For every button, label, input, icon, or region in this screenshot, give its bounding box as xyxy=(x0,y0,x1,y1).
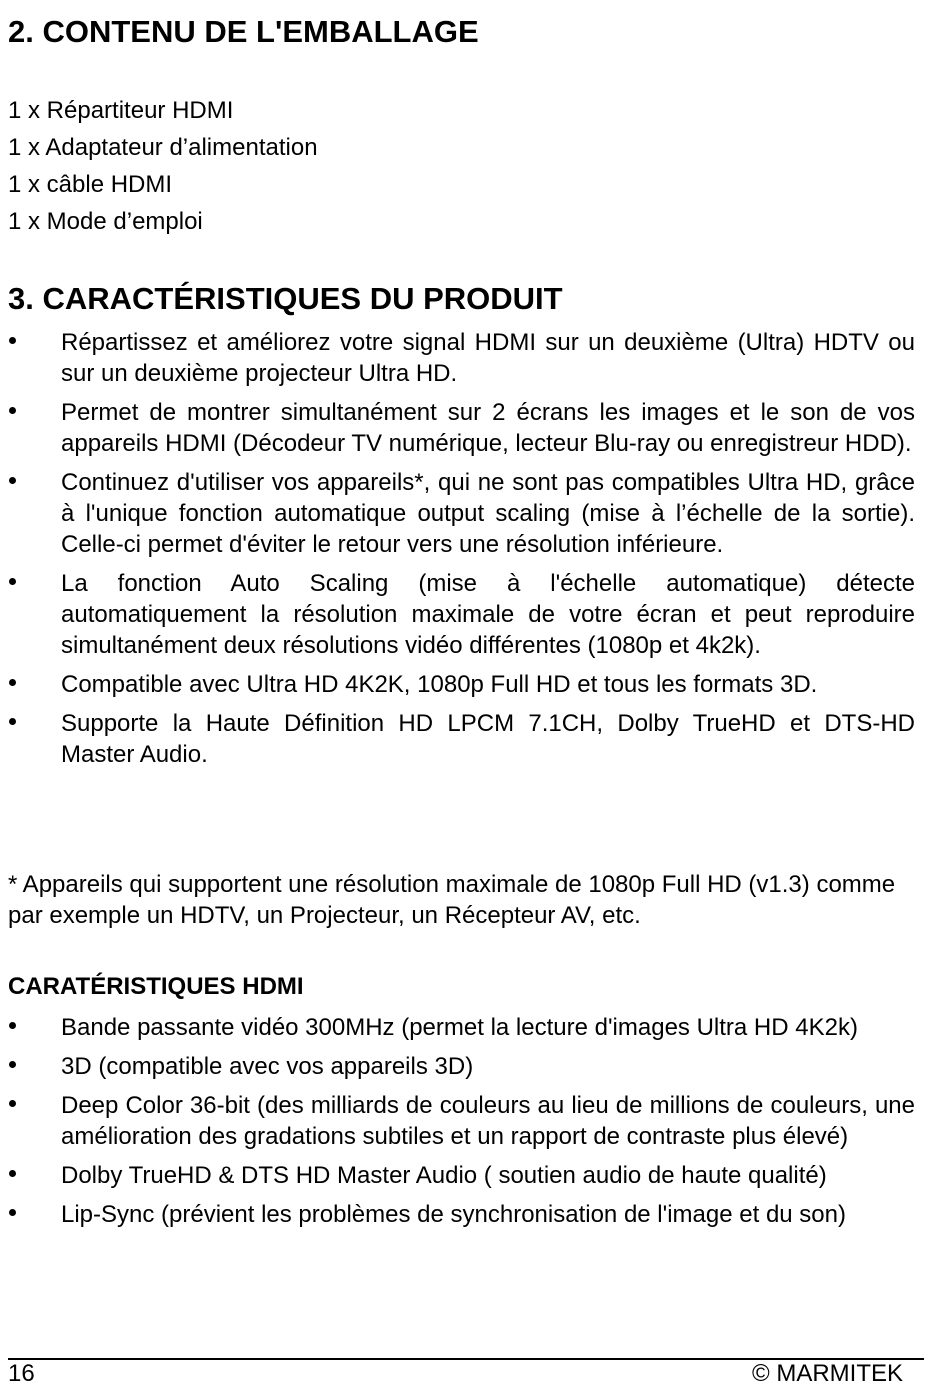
section-heading-hdmi-features: CARATÉRISTIQUES HDMI xyxy=(8,973,304,1000)
list-item xyxy=(0,1160,950,1191)
page-number: 16 xyxy=(8,1360,35,1387)
list-item-text: Compatible avec Ultra HD 4K2K, 1080p Full HD et tous les formats 3D. xyxy=(61,671,818,698)
footer-brand: © MARMITEK xyxy=(751,1360,903,1387)
section-heading-package-contents: 2. CONTENU DE L'EMBALLAGE xyxy=(8,14,479,49)
bullet-icon xyxy=(9,1170,16,1177)
bullet-icon xyxy=(9,1022,16,1029)
bullet-icon xyxy=(9,1209,16,1216)
list-item-text: Dolby TrueHD & DTS HD Master Audio ( soutien audio de haute qualité) xyxy=(61,1162,827,1189)
bullet-icon xyxy=(9,1100,16,1107)
bullet-icon xyxy=(9,718,16,725)
list-item-text: Bande passante vidéo 300MHz (permet la lecture d'images Ultra HD 4K2k) xyxy=(61,1014,858,1041)
bullet-icon xyxy=(9,679,16,686)
package-item: 1 x câble HDMI xyxy=(8,171,173,198)
list-item-text: Lip-Sync (prévient les problèmes de synchronisation de l'image et du son) xyxy=(61,1201,846,1228)
list-item-text: Continuez d'utiliser vos appareils*, qui ne sont pas compatibles Ultra HD, grâce à l'unique fonction automatique output scaling (mise à l’échelle de la sortie). Celle-ci permet d'éviter le retour vers une résolution inférieure. xyxy=(61,469,915,558)
feature-list xyxy=(0,327,950,778)
list-item-text: Répartissez et améliorez votre signal HDMI sur un deuxième (Ultra) HDTV ou sur un deuxième projecteur Ultra HD. xyxy=(61,329,915,387)
hdmi-feature-list xyxy=(0,1012,950,1238)
bullet-icon xyxy=(9,477,16,484)
footnote: * Appareils qui supportent une résolution maximale de 1080p Full HD (v1.3) comme par exemple un HDTV, un Projecteur, un Récepteur AV, etc. xyxy=(8,871,896,929)
section-heading-product-features: 3. CARACTÉRISTIQUES DU PRODUIT xyxy=(8,281,563,316)
list-item xyxy=(0,1012,950,1043)
list-item xyxy=(0,327,950,389)
list-item-text: Permet de montrer simultanément sur 2 écrans les images et le son de vos appareils HDMI (Décodeur TV numérique, lecteur Blu-ray ou enregistreur HDD). xyxy=(61,399,915,457)
list-item xyxy=(0,1051,950,1082)
list-item xyxy=(0,708,950,770)
list-item-text: La fonction Auto Scaling (mise à l'échelle automatique) détecte automatiquement la résolution maximale de votre écran et peut reproduire simultanément deux résolutions vidéo différentes (1080p et 4k2k). xyxy=(61,570,915,659)
bullet-icon xyxy=(9,337,16,344)
list-item xyxy=(0,1199,950,1230)
list-item-text: Supporte la Haute Définition HD LPCM 7.1CH, Dolby TrueHD et DTS-HD Master Audio. xyxy=(61,710,915,768)
list-item xyxy=(0,1090,950,1152)
bullet-icon xyxy=(9,578,16,585)
bullet-icon xyxy=(9,407,16,414)
list-item-text: 3D (compatible avec vos appareils 3D) xyxy=(61,1053,474,1080)
list-item-text: Deep Color 36-bit (des milliards de couleurs au lieu de millions de couleurs, une amélioration des gradations subtiles et un rapport de contraste plus élevé) xyxy=(61,1092,915,1150)
list-item xyxy=(0,568,950,661)
package-item: 1 x Répartiteur HDMI xyxy=(8,97,234,124)
bullet-icon xyxy=(9,1061,16,1068)
list-item xyxy=(0,467,950,560)
list-item xyxy=(0,669,950,700)
list-item xyxy=(0,397,950,459)
package-item: 1 x Mode d’emploi xyxy=(8,208,203,235)
package-item: 1 x Adaptateur d’alimentation xyxy=(8,134,318,161)
